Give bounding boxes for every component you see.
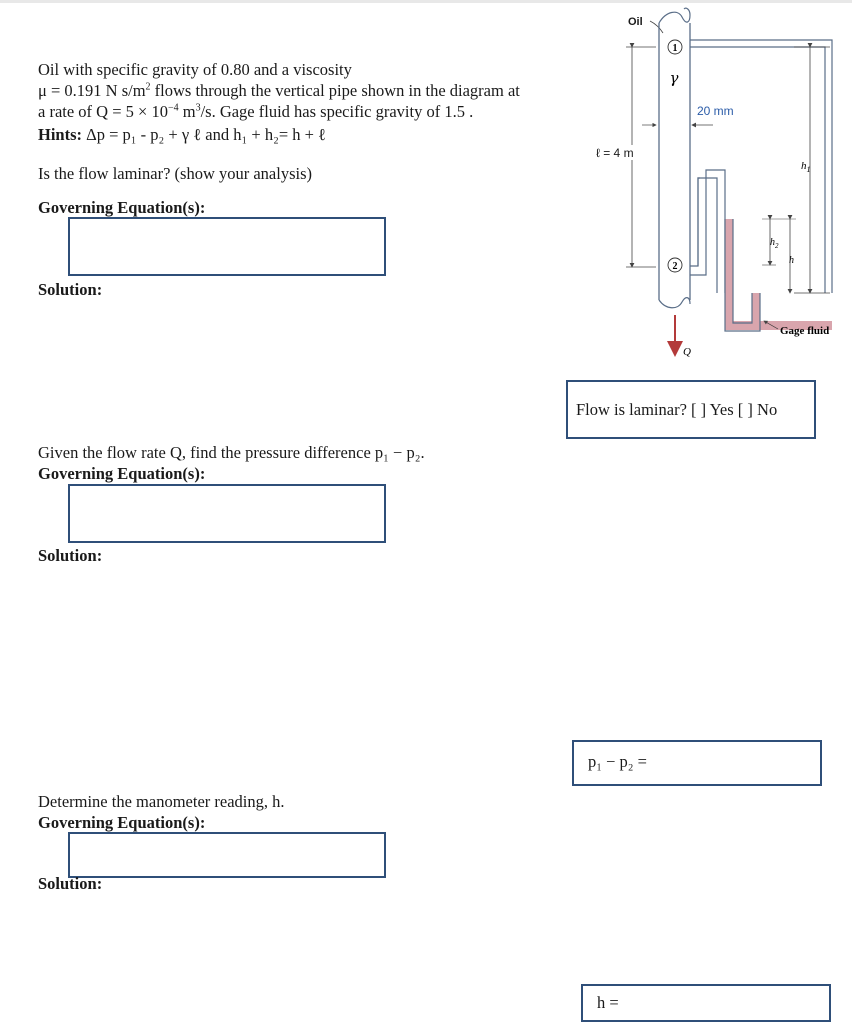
oil-leader-line (650, 21, 663, 33)
oil-label: Oil (628, 16, 643, 28)
pipe-bottom-break (659, 298, 690, 308)
pipe-manometer-diagram (590, 3, 852, 365)
pipe-top-break (659, 8, 690, 23)
part2-result-box[interactable] (572, 740, 822, 786)
problem-line-3: a rate of $Q = 5 \times 10^{-4}$ $m^3/s$. Gage fluid has specific gravity of 1.5 . (38, 102, 474, 121)
part3-solution-label: Solution: (38, 874, 103, 893)
part3-result-box[interactable] (581, 984, 831, 1022)
part1-governing-label: Governing Equation(s): (38, 198, 206, 217)
problem-line-2: μ = 0.191 N $s/m^2$ flows through the vertical pipe shown in the diagram at (38, 81, 520, 100)
hints-line: Hints: Δp = p₁ - p₂ + γ ℓ and h₁ + h₂= h + ℓ (38, 125, 326, 144)
point-1-label: 1 (672, 43, 678, 54)
part2-governing-label: Governing Equation(s): (38, 464, 206, 483)
gage-fluid-left-leg (725, 219, 733, 329)
part2-question: Given the flow rate Q, find the pressure difference p₁ − p₂. (38, 443, 425, 462)
part3-question: Determine the manometer reading, h. (38, 792, 285, 811)
part2-solution-label: Solution: (38, 546, 103, 565)
part3-governing-box[interactable] (68, 832, 386, 878)
h-label: h (789, 255, 794, 266)
h1-label: $h_1$ (801, 160, 811, 174)
lower-tap-tube (690, 170, 725, 293)
gage-fluid-label: Gage fluid (780, 325, 830, 337)
part1-solution-label: Solution: (38, 280, 103, 299)
part1-question: Is the flow laminar? (show your analysis) (38, 164, 313, 183)
upper-tap-tube (690, 40, 832, 293)
part3-governing-label: Governing Equation(s): (38, 813, 206, 832)
part1-result-label: Flow is laminar? [ ] Yes [ ] No (576, 399, 778, 419)
h2-label: $h_2$ (770, 237, 779, 250)
part2-result-label: p₁ − p₂ = (588, 752, 647, 771)
point-2-label: 2 (672, 261, 678, 272)
part3-result-label: h = (597, 993, 619, 1012)
flow-label: Q (683, 346, 691, 358)
problem-line-1: Oil with specific gravity of 0.80 and a viscosity (38, 60, 352, 79)
part1-governing-box[interactable] (68, 217, 386, 276)
gamma-label: γ (669, 69, 679, 87)
part1-result-box[interactable] (566, 380, 816, 439)
gage-fluid-right-leg (752, 293, 760, 328)
inner-u-tube (700, 178, 717, 293)
length-label: ℓ = 4 m (596, 146, 634, 160)
diameter-label: 20 mm (697, 104, 734, 118)
part2-governing-box[interactable] (68, 484, 386, 543)
